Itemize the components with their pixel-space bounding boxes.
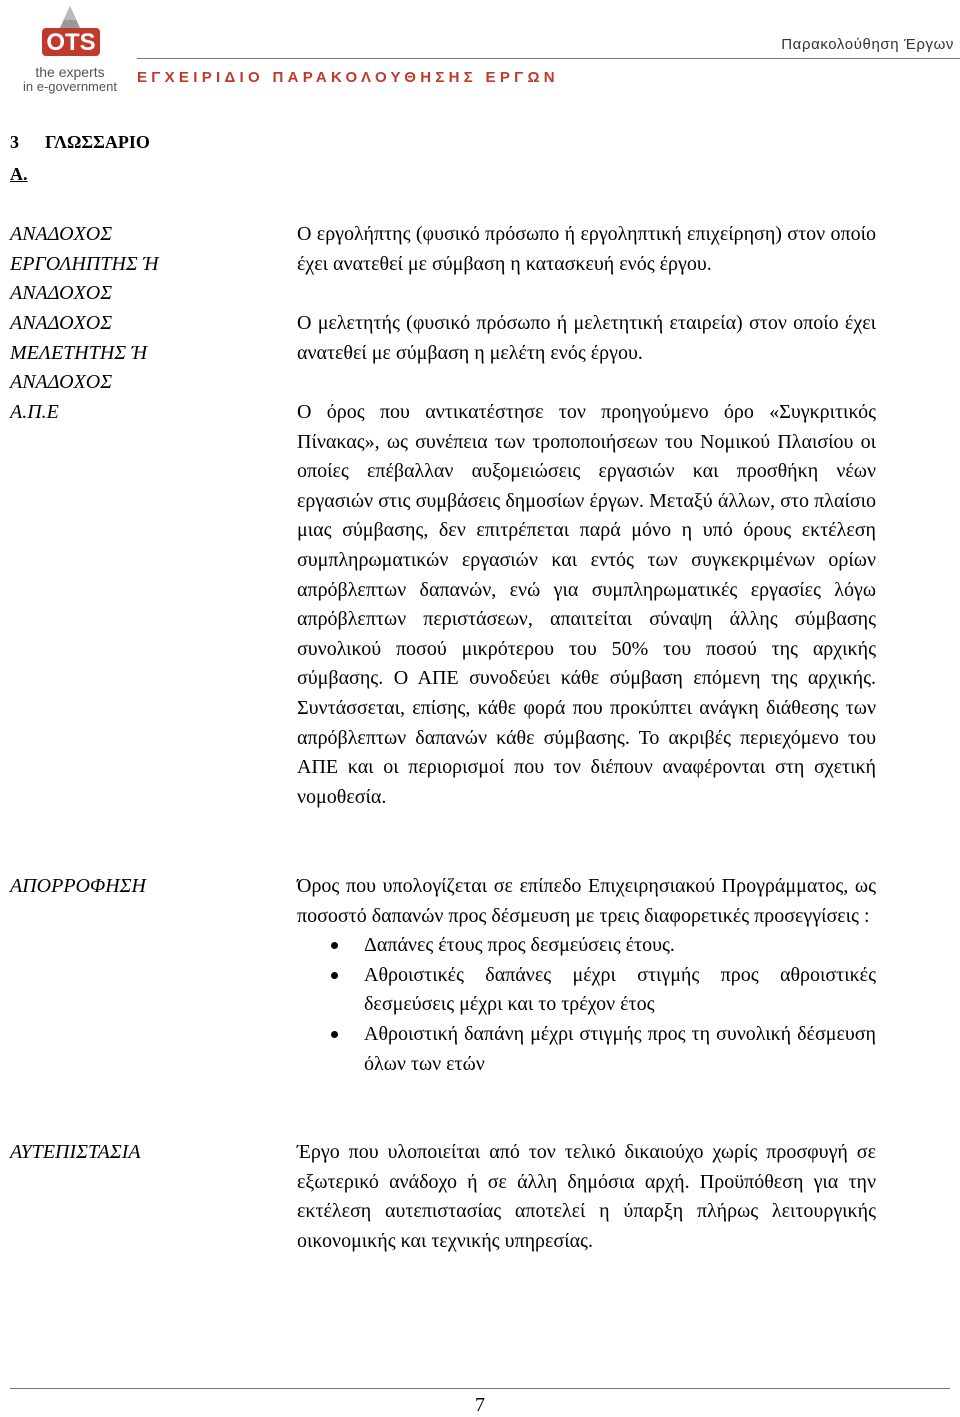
term-anadoxos-ergoliptis	[10, 220, 280, 309]
definition-text: Όρος που υπολογίζεται σε επίπεδο Επιχειρησιακού Προγράμματος, ως ποσοστό δαπανών προς δέσμευση με τρεις διαφορετικές προσεγγίσεις :	[297, 875, 876, 927]
header-label: Παρακολούθηση Έργων	[781, 36, 954, 53]
term-ape	[10, 398, 280, 428]
definition-aporrofisi	[297, 872, 876, 1079]
definition-anadoxos-meletitis	[297, 309, 876, 368]
list-item-text: Αθροιστικές δαπάνες μέχρι στιγμής προς αθροιστικές δεσμεύσεις μέχρι και το τρέχον έτος	[364, 963, 876, 1016]
bullet-icon	[331, 942, 338, 949]
term-anadoxos-meletitis	[10, 309, 280, 398]
term-line: ΜΕΛΕΤΗΤΗΣ Ή	[10, 341, 148, 364]
term-aftepistasia	[10, 1138, 280, 1168]
term-line: ΑΝΑΔΟΧΟΣ	[10, 312, 113, 334]
definition-ape	[297, 398, 876, 812]
document-title: ΕΓΧΕΙΡΙΔΙΟ ΠΑΡΑΚΟΛΟΥΘΗΣΗΣ ΕΡΓΩΝ	[137, 69, 559, 86]
footer-divider	[10, 1388, 950, 1389]
header-divider	[137, 58, 960, 59]
section-number: 3	[10, 132, 19, 152]
list-item-text: Αθροιστική δαπάνη μέχρι στιγμής προς τη συνολική δέσμευση όλων των ετών	[364, 1022, 876, 1075]
list-item	[297, 931, 876, 961]
term-line: ΑΝΑΔΟΧΟΣ	[10, 282, 113, 305]
term-line: Α.Π.Ε	[10, 401, 59, 423]
logo-text: OTS	[46, 29, 96, 56]
list-item-text: Δαπάνες έτους προς δεσμεύσεις έτους.	[364, 934, 675, 957]
definition-text: Ο μελετητής (φυσικό πρόσωπο ή μελετητική εταιρεία) στον οποίο έχει ανατεθεί με σύμβαση η μελέτη ενός έργου.	[297, 312, 876, 364]
list-item	[297, 961, 876, 1020]
section-title: ΓΛΩΣΣΑΡΙΟ	[45, 132, 150, 152]
ots-logo-mark	[4, 2, 136, 64]
term-line: ΑΠΟΡΡΟΦΗΣΗ	[10, 875, 146, 897]
term-line: ΕΡΓΟΛΗΠΤΗΣ Ή	[10, 252, 159, 275]
term-line: ΑΥΤΕΠΙΣΤΑΣΙΑ	[10, 1141, 141, 1163]
page-number: 7	[475, 1394, 485, 1416]
logo-tagline-1: the experts	[35, 64, 105, 80]
definition-anadoxos-ergoliptis	[297, 220, 876, 279]
term-aporrofisi	[10, 872, 280, 902]
bullet-icon	[331, 972, 338, 979]
term-line: ΑΝΑΔΟΧΟΣ	[10, 223, 113, 245]
definition-aftepistasia	[297, 1138, 876, 1256]
company-logo	[4, 2, 136, 94]
term-line: ΑΝΑΔΟΧΟΣ	[10, 371, 113, 394]
section-letter: Α.	[10, 164, 28, 184]
list-item	[297, 1020, 876, 1079]
definition-text: Ο όρος που αντικατέστησε τον προηγούμενο όρο «Συγκριτικός Πίνακας», ως συνέπεια των τροποποιήσεων του Νομικού Πλαισίου οι οποίες επέβαλλαν αυξομειώσεις εργασιών και προσθήκη νέων εργασιών στις συμβάσεις δημοσίων έργων. Μεταξύ άλλων, στο πλαίσιο μιας σύμβασης, δεν επιτρέπεται παρά μόνο η υπό όρους εκτέλεση συμπληρωματικών εργασιών και εντός των συγκεκριμένων ορίων απρόβλεπτων δαπανών, ενώ για συμπληρωματικές εργασίες λόγω απρόβλεπτων περιστάσεων, απαιτείται σύναψη άλλης σύμβασης συνολικού ποσού μικρότερου του 50% του ποσού της αρχικής σύμβασης. Ο ΑΠΕ συνοδεύει κάθε σύμβαση επόμενη της αρχικής. Συντάσσεται, επίσης, κάθε φορά που προκύπτει ανάγκη διάθεσης των απρόβλεπτων δαπανών κάθε σύμβασης. Το ακριβές περιεχόμενο του ΑΠΕ και οι περιορισμοί που τον διέπουν αναφέρονται στη σχετική νομοθεσία.	[297, 401, 876, 808]
bullet-list	[297, 931, 876, 1079]
definition-text: Έργο που υλοποιείται από τον τελικό δικαιούχο χωρίς προσφυγή σε εξωτερικό ανάδοχο ή σε άλλη δημόσια αρχή. Προϋπόθεση για την εκτέλεση αυτεπιστασίας αποτελεί η ύπαρξη πλήρως λειτουργικής οικονομικής και τεχνικής υπηρεσίας.	[297, 1141, 876, 1252]
logo-tagline-2: in e-government	[23, 79, 117, 94]
bullet-icon	[331, 1031, 338, 1038]
definition-text: Ο εργολήπτης (φυσικό πρόσωπο ή εργοληπτική επιχείρηση) στον οποίο έχει ανατεθεί με σύμβαση η κατασκευή ενός έργου.	[297, 223, 876, 275]
